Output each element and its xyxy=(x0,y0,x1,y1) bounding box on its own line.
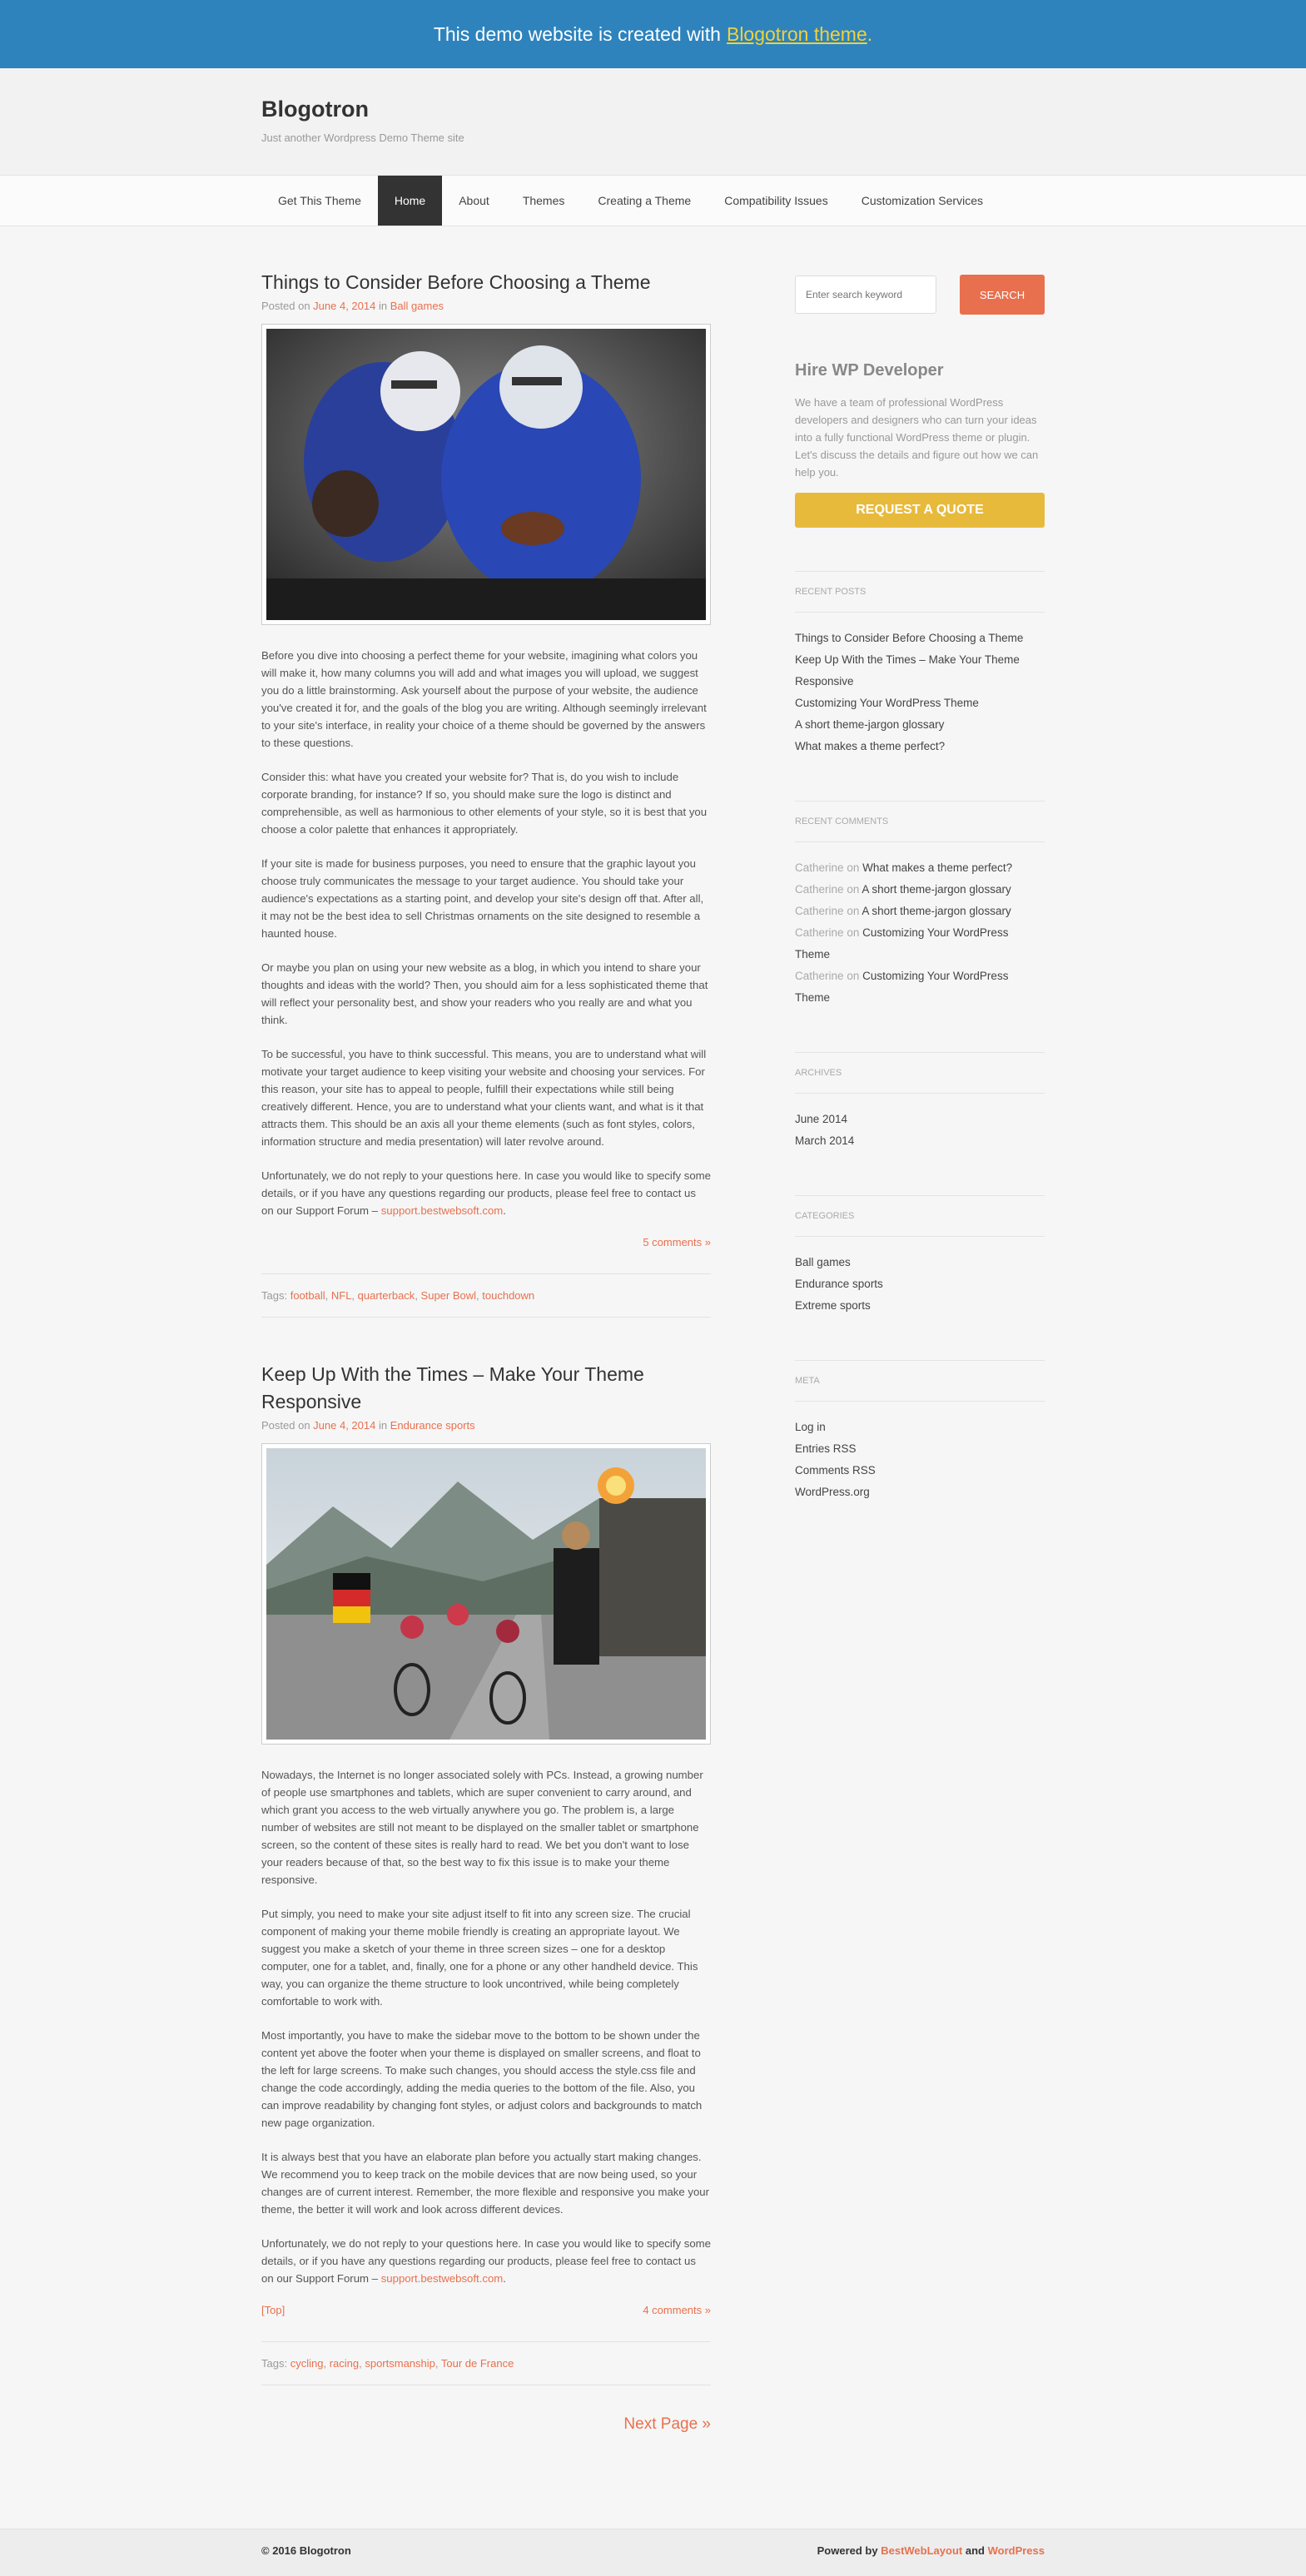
and-label: and xyxy=(965,2544,985,2557)
support-link[interactable]: support.bestwebsoft.com xyxy=(380,2272,504,2285)
archives-title: ARCHIVES xyxy=(795,1068,1045,1094)
post-paragraph: Most importantly, you have to make the sidebar move to the bottom to be shown under the content yet above the footer when your theme is displayed on smaller screens, and float to the left for large screens. To make such changes, you should access the style.css file and change the code accordingly, adding the media queries to the bottom of the file. Also, you can improve readability by changing font styles, or adjust colors and backgrounds to match new page organization. xyxy=(261,2029,703,2129)
tag-link[interactable]: Tour de France xyxy=(440,2357,514,2370)
post-body xyxy=(261,1766,711,2287)
meta-link[interactable]: Comments RSS xyxy=(795,1464,876,1477)
comment-post-link[interactable]: A short theme-jargon glossary xyxy=(862,905,1011,917)
tag-link[interactable]: quarterback xyxy=(357,1289,415,1302)
football-players-photo-icon[interactable] xyxy=(266,329,706,620)
post-category-link[interactable]: Endurance sports xyxy=(390,1419,475,1432)
post-paragraph: To be successful, you have to think successful. This means, you are to understand what will motivate your target audience to keep visiting your website and choosing your services. For this reason, your site has to appeal to people, fulfill their expectations while still being creatively different. Hence, you are to understand what your clients want, and what is it that attracts them. This should be an axis all your theme elements (such as font styles, colors, information structure and media presentation) will later revolve around. xyxy=(261,1048,707,1148)
nav-item-about[interactable]: About xyxy=(459,194,489,207)
nav-item-home[interactable]: Home xyxy=(378,176,442,226)
meta-link[interactable]: WordPress.org xyxy=(795,1486,870,1498)
in-label: in xyxy=(378,300,388,312)
cycling-race-photo-icon[interactable] xyxy=(266,1448,706,1740)
in-label: in xyxy=(378,1419,388,1432)
recent-post-link[interactable]: What makes a theme perfect? xyxy=(795,740,946,752)
post-image-frame xyxy=(261,324,711,625)
post-title[interactable]: Keep Up With the Times – Make Your Theme Responsive xyxy=(261,1363,644,1412)
post-tags: Tags: football, NFL, quarterback, Super Bowl, touchdown xyxy=(261,1273,711,1318)
post-title[interactable]: Things to Consider Before Choosing a Theme xyxy=(261,271,651,293)
comment-author: Catherine xyxy=(795,883,844,896)
archives-widget xyxy=(795,1052,1045,1152)
hire-developer-text: We have a team of professional WordPress developers and designers who can turn your ideas into a fully functional WordPress theme or plugin. Let's discuss the details and figure out how we can help you. xyxy=(795,396,1039,479)
tag-link[interactable]: Super Bowl xyxy=(420,1289,477,1302)
demo-banner-link[interactable]: Blogotron theme xyxy=(726,22,867,45)
category-link[interactable]: Extreme sports xyxy=(795,1299,871,1312)
comment-on-label: on xyxy=(847,861,860,874)
recent-comments-widget xyxy=(795,801,1045,1009)
recent-comment-item xyxy=(795,879,1045,901)
post xyxy=(261,1361,711,2385)
recent-comments-title: RECENT COMMENTS xyxy=(795,816,1045,842)
post-tags: Tags: cycling, racing, sportsmanship, Tour de France xyxy=(261,2341,711,2385)
post-image-frame xyxy=(261,1443,711,1745)
tag-link[interactable]: football xyxy=(290,1289,325,1302)
categories-title: CATEGORIES xyxy=(795,1211,1045,1237)
meta-widget xyxy=(795,1360,1045,1503)
post xyxy=(261,269,711,1318)
recent-posts-widget xyxy=(795,571,1045,757)
posted-on-label: Posted on xyxy=(261,1419,310,1432)
footer-copyright: © 2016 Blogotron xyxy=(261,2544,351,2557)
meta-link[interactable]: Entries RSS xyxy=(795,1442,857,1455)
comment-on-label: on xyxy=(847,926,860,939)
comment-author: Catherine xyxy=(795,905,844,917)
tags-label: Tags: xyxy=(261,2357,288,2370)
post-paragraph: Or maybe you plan on using your new website as a blog, in which you intend to share your thoughts and ideas with the world? Then, you should aim for a less sophisticated theme that will reflect your personality best, and show your readers who you really are and what you think. xyxy=(261,961,708,1026)
site-description: Just another Wordpress Demo Theme site xyxy=(261,132,464,144)
nav-item-compatibility-issues[interactable]: Compatibility Issues xyxy=(724,194,828,207)
post-paragraph: Consider this: what have you created your website for? That is, do you wish to include corporate branding, for instance? If so, you should make sure the logo is distinct and comprehensible, as well as harmonious to other elements of your style, so it is best that you choose a color palette that enhances it appropriately. xyxy=(261,771,708,836)
comment-on-label: on xyxy=(847,905,860,917)
post-paragraph: Put simply, you need to make your site adjust itself to fit into any screen size. The crucial component of making your theme mobile friendly is creating an appropriate layout. We suggest you make a sketch of your theme in three screen sizes – one for a desktop computer, one for a tablet, and, finally, one for a phone or any other handheld device. This way, you can organize the theme structure to look uncontrived, while being completely comfortable to work with. xyxy=(261,1908,698,2008)
comments-link[interactable]: 4 comments » xyxy=(643,2304,711,2316)
post-category-link[interactable]: Ball games xyxy=(390,300,444,312)
search-button[interactable]: SEARCH xyxy=(960,275,1045,315)
main-navigation xyxy=(0,176,1306,226)
post-footer-row xyxy=(261,2304,711,2316)
demo-banner xyxy=(0,0,1306,68)
archive-link[interactable]: March 2014 xyxy=(795,1134,855,1147)
post-date-link[interactable]: June 4, 2014 xyxy=(313,1419,376,1432)
comment-on-label: on xyxy=(847,883,860,896)
nav-item-get-this-theme[interactable]: Get This Theme xyxy=(278,194,361,207)
comment-author: Catherine xyxy=(795,861,844,874)
main-content xyxy=(261,258,711,2465)
post-closing xyxy=(261,2235,711,2287)
recent-comment-item xyxy=(795,901,1045,922)
post-meta xyxy=(261,300,711,312)
comment-post-link[interactable]: Customizing Your WordPress Theme xyxy=(795,926,1009,960)
site-footer xyxy=(0,2529,1306,2576)
pagination xyxy=(261,2415,711,2465)
post-closing xyxy=(261,1167,711,1219)
categories-widget xyxy=(795,1195,1045,1317)
recent-post-link[interactable]: Things to Consider Before Choosing a Theme xyxy=(795,632,1024,644)
footer-powered-by xyxy=(817,2544,1045,2557)
next-page-link[interactable]: Next Page » xyxy=(623,2415,711,2433)
post-closing-text: Unfortunately, we do not reply to your questions here. In case you would like to specify some details, or if you have any questions regarding our products, please feel free to contact us on our Support Forum – xyxy=(261,2237,711,2285)
posted-on-label: Posted on xyxy=(261,300,310,312)
hire-developer-title: Hire WP Developer xyxy=(795,361,944,380)
post-paragraph: If your site is made for business purposes, you need to ensure that the graphic layout you choose truly communicates the message to your target audience. You should take your audience's expectations as a starting point, and develop your site's design off that. After all, it may not be the best idea to sell Christmas ornaments on the site designed to resemble a haunted house. xyxy=(261,857,704,940)
nav-item-customization-services[interactable]: Customization Services xyxy=(861,194,983,207)
support-link[interactable]: support.bestwebsoft.com xyxy=(380,1204,504,1217)
demo-banner-text: This demo website is created with xyxy=(433,22,721,45)
search-form xyxy=(795,275,1045,315)
meta-title: META xyxy=(795,1376,1045,1402)
bestweblayout-link[interactable]: BestWebLayout xyxy=(881,2544,963,2557)
post-paragraph: Nowadays, the Internet is no longer associated solely with PCs. Instead, a growing number of people use smartphones and tablets, which are super convenient to carry around, and which grant you access to the web virtually anywhere you go. The problem is, a large number of websites are still not meant to be displayed on the smaller tablet or smartphone screen, so the content of these sites is really hard to read. We bet you don't want to lose your readers because of that, so the best way to fix this issue is to make your theme responsive. xyxy=(261,1769,703,1886)
powered-by-label: Powered by xyxy=(817,2544,878,2557)
site-title[interactable]: Blogotron xyxy=(261,97,369,122)
post-paragraph: It is always best that you have an elaborate plan before you actually start making changes. We recommend you to keep track on the mobile devices that are now being used, so your changes are of current interest. Remember, the more flexible and responsive you make your theme, the better it will work and look across different devices. xyxy=(261,2151,710,2216)
post-date-link[interactable]: June 4, 2014 xyxy=(313,300,376,312)
demo-banner-dot: . xyxy=(867,22,873,45)
nav-list xyxy=(261,176,1000,226)
post-closing-dot: . xyxy=(503,2272,506,2285)
tag-link[interactable]: racing xyxy=(329,2357,360,2370)
comment-post-link[interactable]: A short theme-jargon glossary xyxy=(862,883,1011,896)
tags-label: Tags: xyxy=(261,1289,288,1302)
nav-item-creating-a-theme[interactable]: Creating a Theme xyxy=(598,194,692,207)
recent-comment-item xyxy=(795,922,1045,965)
comment-on-label: on xyxy=(847,970,860,982)
category-link[interactable]: Ball games xyxy=(795,1256,851,1268)
post-paragraph: Before you dive into choosing a perfect theme for your website, imagining what colors you will make it, how many columns you will add and what images you will upload, we suggest you do a little brainstorming. Ask yourself about the purpose of your website, the audience you've created it for, and the goals of the blog you are writing. Although seemingly irrelevant to your site's interface, in reality your choice of a theme should be governed by the answers to these questions. xyxy=(261,649,707,749)
recent-comment-item xyxy=(795,857,1045,879)
tag-link[interactable]: sportsmanship xyxy=(365,2357,435,2370)
wordpress-link[interactable]: WordPress xyxy=(987,2544,1045,2557)
comment-post-link[interactable]: What makes a theme perfect? xyxy=(862,861,1013,874)
search-input[interactable] xyxy=(795,275,936,314)
post-closing-text: Unfortunately, we do not reply to your questions here. In case you would like to specify some details, or if you have any questions regarding our products, please feel free to contact us on our Support Forum – xyxy=(261,1169,711,1217)
meta-link[interactable]: Log in xyxy=(795,1421,826,1433)
comments-link[interactable]: 5 comments » xyxy=(643,1236,711,1248)
tag-link[interactable]: cycling xyxy=(290,2357,324,2370)
recent-comment-item xyxy=(795,965,1045,1009)
request-quote-button[interactable]: REQUEST A QUOTE xyxy=(795,493,1045,528)
category-link[interactable]: Endurance sports xyxy=(795,1278,883,1290)
top-link[interactable]: [Top] xyxy=(261,2304,286,2316)
post-footer-row xyxy=(261,1236,711,1248)
post-body xyxy=(261,647,711,1219)
nav-item-themes[interactable]: Themes xyxy=(522,194,565,207)
post-closing-dot: . xyxy=(503,1204,506,1217)
recent-posts-title: RECENT POSTS xyxy=(795,587,1045,613)
site-header xyxy=(0,68,1306,176)
recent-post-link[interactable]: A short theme-jargon glossary xyxy=(795,718,945,731)
comment-post-link[interactable]: Customizing Your WordPress Theme xyxy=(795,970,1009,1004)
tag-link[interactable]: touchdown xyxy=(482,1289,535,1302)
recent-post-link[interactable]: Customizing Your WordPress Theme xyxy=(795,697,979,709)
comment-author: Catherine xyxy=(795,970,844,982)
tag-link[interactable]: NFL xyxy=(330,1289,352,1302)
comment-author: Catherine xyxy=(795,926,844,939)
recent-post-link[interactable]: Keep Up With the Times – Make Your Theme Responsive xyxy=(795,653,1020,687)
sidebar xyxy=(795,275,1045,1503)
archive-link[interactable]: June 2014 xyxy=(795,1113,848,1125)
post-meta xyxy=(261,1419,711,1432)
